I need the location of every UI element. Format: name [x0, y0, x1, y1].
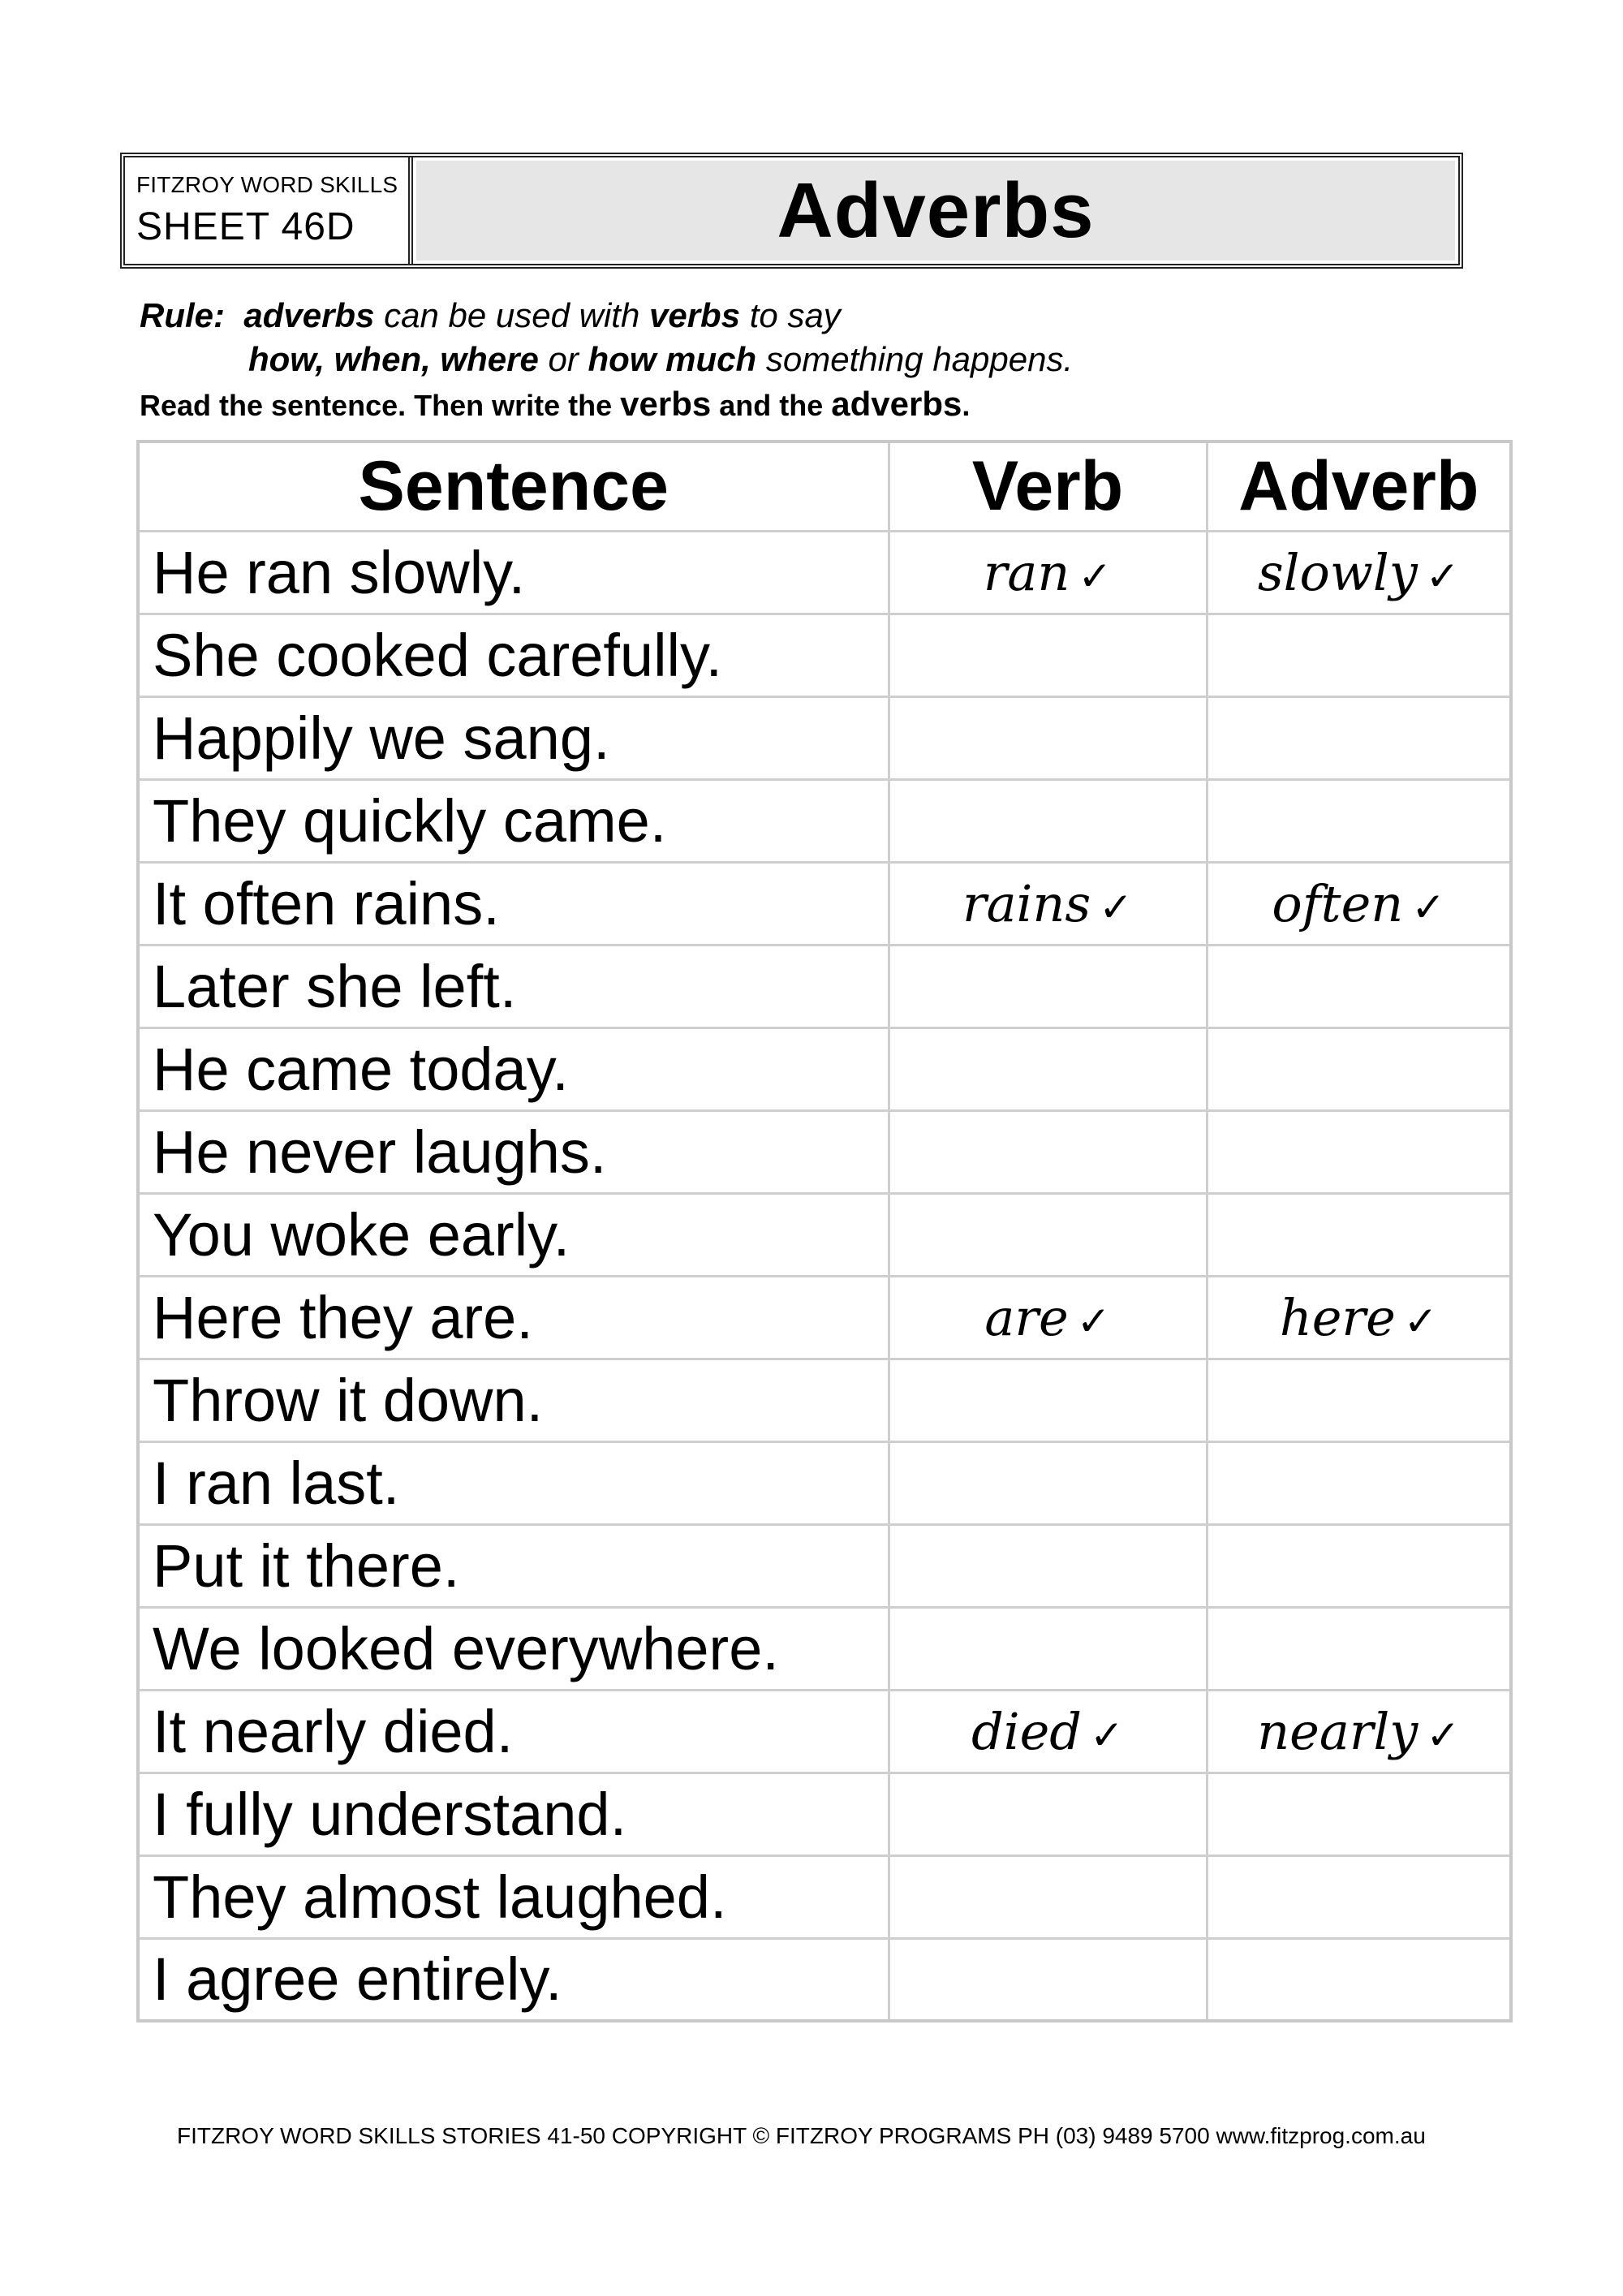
check-mark-icon: ✓: [1426, 1711, 1461, 1759]
rule-word-verbs: verbs: [649, 296, 741, 334]
sentence-cell: I fully understand.: [138, 1773, 889, 1855]
table-row: [138, 1773, 1511, 1855]
table-row: [138, 779, 1511, 862]
adverb-answer-cell[interactable]: [1207, 1110, 1511, 1193]
verb-answer-text: rains: [962, 873, 1091, 933]
sentence-cell: He ran slowly.: [138, 531, 889, 614]
sheet-id-box: [125, 157, 413, 264]
verb-answer-cell[interactable]: [889, 1855, 1207, 1938]
check-mark-icon: ✓: [1403, 1297, 1438, 1345]
adverb-answer-cell[interactable]: [1207, 1276, 1511, 1359]
verb-answer-cell[interactable]: [889, 1607, 1207, 1690]
sentence-cell: Throw it down.: [138, 1359, 889, 1441]
sentence-cell: They almost laughed.: [138, 1855, 889, 1938]
rule-text-2: to say: [749, 296, 841, 334]
table-row: [138, 614, 1511, 696]
adverb-answer-cell[interactable]: [1207, 945, 1511, 1027]
table-row: [138, 1524, 1511, 1607]
adverb-answer-cell[interactable]: [1207, 1938, 1511, 2021]
check-mark-icon: ✓: [1099, 883, 1134, 931]
sentence-cell: I ran last.: [138, 1441, 889, 1524]
series-name: FITZROY WORD SKILLS: [136, 172, 398, 197]
sentence-cell: It often rains.: [138, 862, 889, 945]
sentence-cell: He came today.: [138, 1027, 889, 1110]
table-row: [138, 1690, 1511, 1773]
adverb-answer-cell[interactable]: [1207, 696, 1511, 779]
sentence-cell: She cooked carefully.: [138, 614, 889, 696]
table-row: [138, 1027, 1511, 1110]
check-mark-icon: ✓: [1425, 552, 1460, 600]
table-row: [138, 1607, 1511, 1690]
verb-answer-cell[interactable]: [889, 1359, 1207, 1441]
verb-answer-cell[interactable]: [889, 1441, 1207, 1524]
sentence-cell: It nearly died.: [138, 1690, 889, 1773]
sheet-header: [120, 153, 1463, 269]
verb-answer-cell[interactable]: [889, 1110, 1207, 1193]
sentence-cell: They quickly came.: [138, 779, 889, 862]
instruction-word-adverbs: adverbs: [831, 385, 962, 423]
check-mark-icon: ✓: [1076, 1297, 1111, 1345]
adverb-answer-cell[interactable]: [1207, 1524, 1511, 1607]
adverb-answer-cell[interactable]: [1207, 1773, 1511, 1855]
adverb-answer-cell[interactable]: [1207, 1855, 1511, 1938]
adverb-answer-text: often: [1272, 873, 1404, 933]
adverb-answer-cell[interactable]: [1207, 862, 1511, 945]
sentence-cell: He never laughs.: [138, 1110, 889, 1193]
table-row: [138, 696, 1511, 779]
table-row: [138, 1276, 1511, 1359]
verb-answer-cell[interactable]: [889, 1690, 1207, 1773]
instruction-text-1: Read the sentence. Then write the: [140, 389, 613, 422]
answer-table: [136, 440, 1513, 2022]
sentence-cell: Happily we sang.: [138, 696, 889, 779]
instruction: [140, 385, 970, 424]
adverb-answer-cell[interactable]: [1207, 1441, 1511, 1524]
instruction-word-verbs: verbs: [620, 385, 712, 423]
table-row: [138, 862, 1511, 945]
table-row: [138, 1193, 1511, 1276]
adverb-answer-text: slowly: [1257, 542, 1418, 602]
check-mark-icon: ✓: [1411, 883, 1446, 931]
header-verb: Verb: [889, 442, 1207, 531]
rule-word-how-much: how much: [588, 340, 757, 378]
rule-text-1: can be used with: [384, 296, 640, 334]
sentence-cell: I agree entirely.: [138, 1938, 889, 2021]
verb-answer-cell[interactable]: [889, 614, 1207, 696]
verb-answer-cell[interactable]: [889, 779, 1207, 862]
verb-answer-cell[interactable]: [889, 696, 1207, 779]
footer-copyright: FITZROY WORD SKILLS STORIES 41-50 COPYRIGHT © FITZROY PROGRAMS PH (03) 9489 5700 www.fitzprog.com.au: [177, 2123, 1426, 2148]
verb-answer-cell[interactable]: [889, 1773, 1207, 1855]
verb-answer-cell[interactable]: [889, 945, 1207, 1027]
table-row: [138, 1855, 1511, 1938]
instruction-text-3: .: [962, 389, 971, 422]
adverb-answer-cell[interactable]: [1207, 614, 1511, 696]
adverb-answer-cell[interactable]: [1207, 1690, 1511, 1773]
rule-text-4: something happens.: [765, 340, 1074, 378]
sheet-number: SHEET 46D: [136, 205, 355, 248]
check-mark-icon: ✓: [1078, 552, 1113, 600]
verb-answer-text: died: [971, 1701, 1082, 1761]
table-row: [138, 1938, 1511, 2021]
rule-line-1: [140, 294, 1073, 338]
header-sentence: Sentence: [138, 442, 889, 531]
sentence-cell: You woke early.: [138, 1193, 889, 1276]
rule-line-2: [140, 338, 1073, 381]
sentence-cell: Later she left.: [138, 945, 889, 1027]
verb-answer-cell[interactable]: [889, 1524, 1207, 1607]
sentence-cell: Here they are.: [138, 1276, 889, 1359]
rule-label: Rule:: [140, 296, 225, 334]
instruction-text-2: and the: [719, 389, 824, 422]
adverb-answer-cell[interactable]: [1207, 1607, 1511, 1690]
page-title: Adverbs: [777, 166, 1095, 254]
check-mark-icon: ✓: [1090, 1711, 1124, 1759]
verb-answer-cell[interactable]: [889, 862, 1207, 945]
title-box: [416, 161, 1455, 261]
verb-answer-cell[interactable]: [889, 1193, 1207, 1276]
table-header-row: [138, 442, 1511, 531]
adverb-answer-cell[interactable]: [1207, 779, 1511, 862]
header-adverb: Adverb: [1207, 442, 1511, 531]
verb-answer-cell[interactable]: [889, 531, 1207, 614]
table-row: [138, 1359, 1511, 1441]
table-row: [138, 1110, 1511, 1193]
adverb-answer-cell[interactable]: [1207, 1027, 1511, 1110]
table-row: [138, 531, 1511, 614]
rule-word-how: how, when, where: [248, 340, 539, 378]
sentence-cell: We looked everywhere.: [138, 1607, 889, 1690]
rule-text: [140, 294, 1073, 381]
verb-answer-cell[interactable]: [889, 1027, 1207, 1110]
adverb-answer-cell[interactable]: [1207, 531, 1511, 614]
table-row: [138, 1441, 1511, 1524]
adverb-answer-cell[interactable]: [1207, 1359, 1511, 1441]
verb-answer-text: are: [984, 1287, 1069, 1347]
verb-answer-cell[interactable]: [889, 1276, 1207, 1359]
verb-answer-cell[interactable]: [889, 1938, 1207, 2021]
rule-text-3: or: [548, 340, 579, 378]
table-row: [138, 945, 1511, 1027]
verb-answer-text: ran: [983, 542, 1070, 602]
rule-word-adverbs: adverbs: [243, 296, 375, 334]
sentence-cell: Put it there.: [138, 1524, 889, 1607]
adverb-answer-text: nearly: [1257, 1701, 1419, 1761]
adverb-answer-cell[interactable]: [1207, 1193, 1511, 1276]
adverb-answer-text: here: [1279, 1287, 1396, 1347]
